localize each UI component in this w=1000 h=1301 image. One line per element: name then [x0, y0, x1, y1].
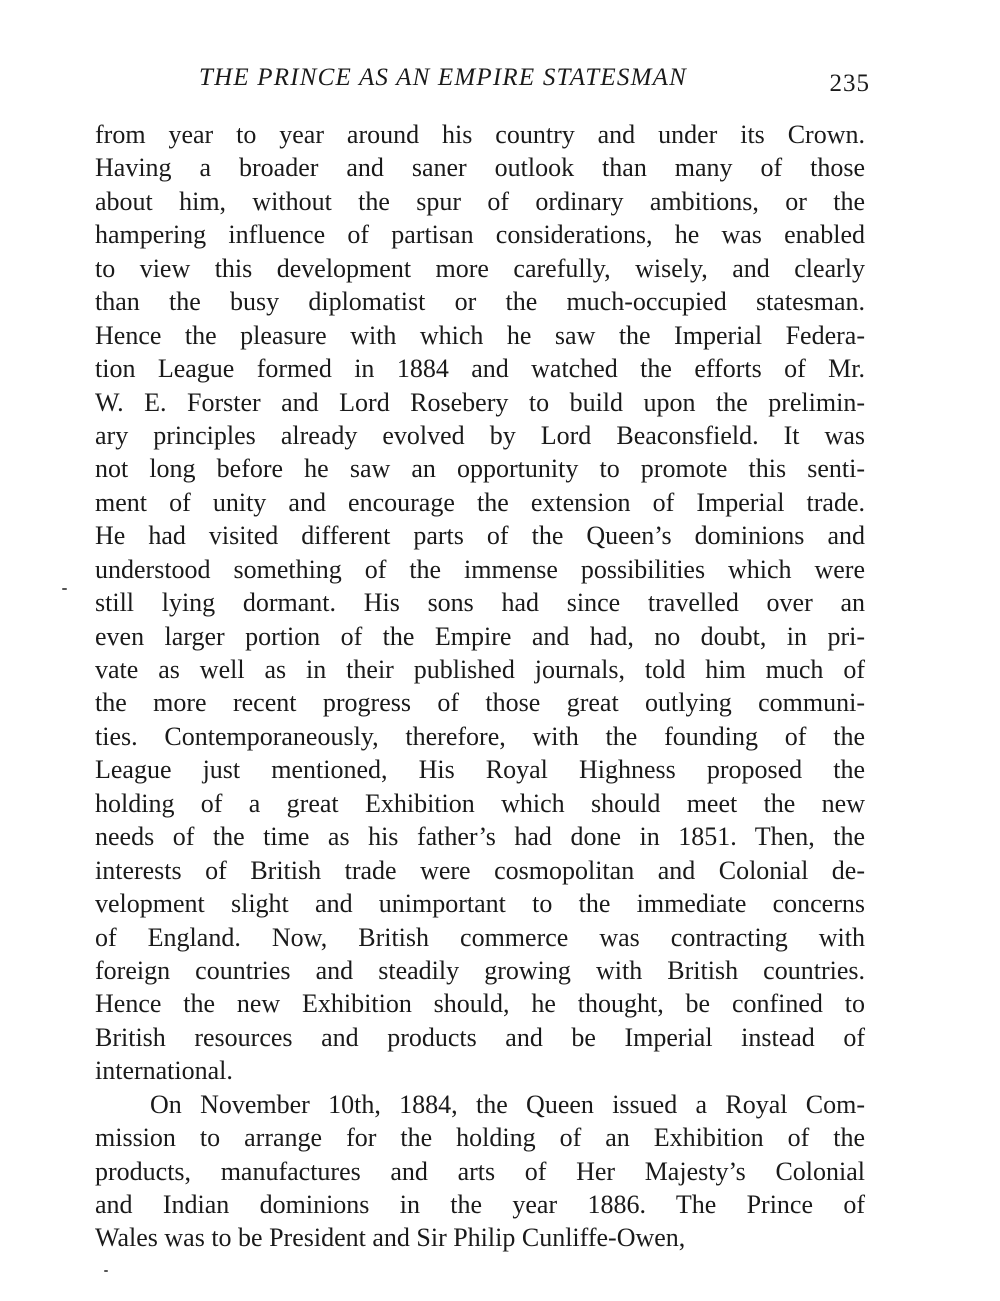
text-line: interests of British trade were cosmopolitan and Colonial de- [95, 855, 865, 885]
text-line: vate as well as in their published journals, told him much of [95, 655, 865, 684]
text-line: tion League formed in 1884 and watched the efforts of Mr. [95, 354, 865, 384]
text-line: about him, without the spur of ordinary ambitions, or the [95, 186, 865, 216]
text-line: Having a broader and saner outlook than many of those [95, 153, 865, 183]
text-line: international. [95, 1056, 233, 1086]
text-line: W. E. Forster and Lord Rosebery to build upon the prelimin- [95, 387, 865, 417]
text-line: On November 10th, 1884, the Queen issued a Royal Com- [150, 1089, 865, 1119]
text-line: velopment slight and unimportant to the immediate concerns [95, 889, 865, 919]
body-text [95, 118, 865, 1255]
text-line: Hence the new Exhibition should, he thought, be confined to [95, 989, 865, 1019]
text-line: the more recent progress of those great outlying communi- [95, 688, 865, 718]
text-line: still lying dormant. His sons had since travelled over an [95, 588, 865, 618]
paragraph [95, 1088, 865, 1255]
text-line: ary principles already evolved by Lord Beaconsfield. It was [95, 420, 865, 450]
text-line: not long before he saw an opportunity to promote this senti- [95, 454, 865, 484]
text-line: mission to arrange for the holding of an Exhibition of the [95, 1123, 865, 1153]
text-line: hampering influence of partisan considerations, he was enabled [95, 220, 865, 250]
text-line: ties. Contemporaneously, therefore, with the founding of the [95, 721, 865, 751]
text-line: Wales was to be President and Sir Philip Cunliffe-Owen, [95, 1223, 686, 1253]
paragraph [95, 118, 865, 1088]
text-line: Hence the pleasure with which he saw the Imperial Federa- [95, 320, 865, 350]
running-head [95, 64, 870, 104]
scan-speck [62, 588, 67, 590]
text-line: He had visited different parts of the Queen’s dominions and [95, 521, 865, 551]
text-line: foreign countries and steadily growing with British countries. [95, 955, 865, 985]
text-line: and Indian dominions in the year 1886. The Prince of [95, 1190, 865, 1219]
text-line: ment of unity and encourage the extension of Imperial trade. [95, 487, 865, 517]
text-line: to view this development more carefully, wisely, and clearly [95, 253, 865, 283]
text-line: League just mentioned, His Royal Highness proposed the [95, 755, 865, 785]
running-title: THE PRINCE AS AN EMPIRE STATESMAN [199, 64, 687, 91]
text-line: needs of the time as his father’s had done in 1851. Then, the [95, 822, 865, 852]
text-line: products, manufactures and arts of Her Majesty’s Colonial [95, 1156, 865, 1186]
text-line: understood something of the immense possibilities which were [95, 554, 865, 584]
text-line: than the busy diplomatist or the much-occupied statesman. [95, 287, 865, 317]
text-line: holding of a great Exhibition which should meet the new [95, 788, 865, 818]
page-number: 235 [829, 70, 870, 97]
scan-speck [104, 1270, 108, 1272]
text-line: from year to year around his country and under its Crown. [95, 120, 865, 149]
text-line: even larger portion of the Empire and had, no doubt, in pri- [95, 621, 865, 651]
text-line: British resources and products and be Imperial instead of [95, 1022, 865, 1052]
text-line: of England. Now, British commerce was contracting with [95, 922, 865, 952]
